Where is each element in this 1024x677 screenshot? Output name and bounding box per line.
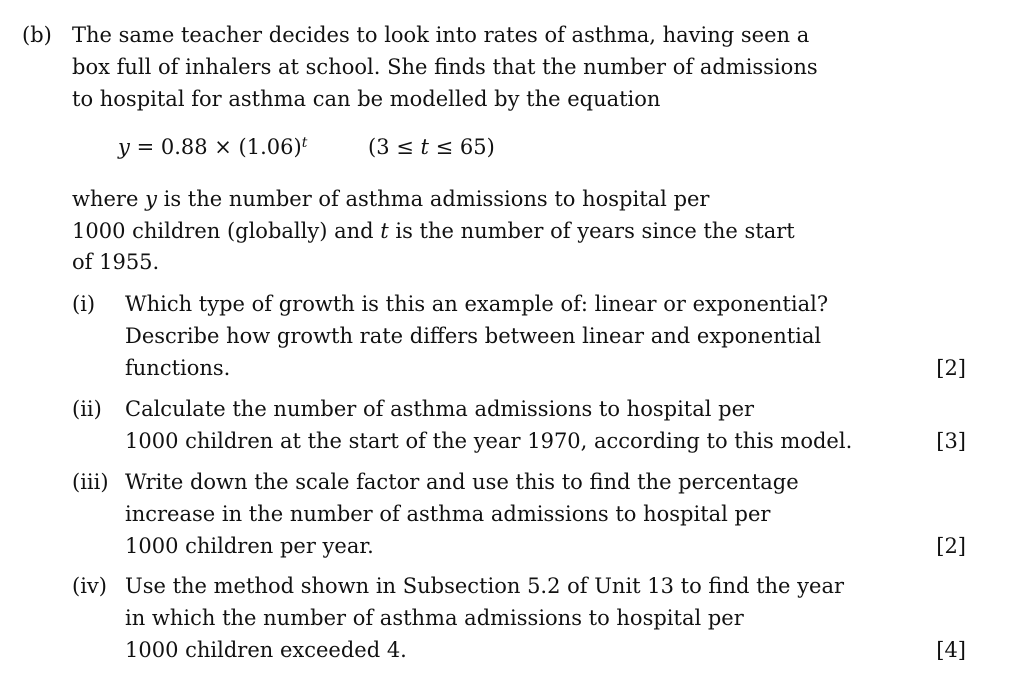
- question-iii-line-3: 1000 children per year.: [125, 534, 374, 558]
- equation-domain: [368, 134, 495, 160]
- where-line-1-post: is the number of asthma admissions to hospital per: [156, 187, 710, 211]
- question-i-marks: [2]: [936, 356, 966, 380]
- question-iv-marks: [4]: [936, 638, 966, 662]
- equation-domain-var: t: [420, 135, 429, 159]
- question-ii-line-1: Calculate the number of asthma admissions to hospital per: [125, 397, 755, 421]
- question-iii-marks: [2]: [936, 534, 966, 558]
- question-iv-line-1: Use the method shown in Subsection 5.2 of Unit 13 to find the year: [125, 574, 845, 598]
- where-line-2-post: is the number of years since the start: [388, 219, 795, 243]
- model-equation: [118, 134, 307, 160]
- question-iv-line-2: in which the number of asthma admissions to hospital per: [125, 606, 744, 630]
- question-iii-line-1: Write down the scale factor and use this to find the percentage: [125, 470, 799, 494]
- question-i-line-1: Which type of growth is this an example of: linear or exponential?: [125, 292, 829, 316]
- equation-exponent: t: [301, 135, 308, 151]
- where-line-3: of 1955.: [72, 250, 160, 274]
- question-i-label: (i): [72, 292, 96, 316]
- equation-rhs: = 0.88 × (1.06): [136, 135, 302, 159]
- question-iii-line-2: increase in the number of asthma admissions to hospital per: [125, 502, 771, 526]
- question-iv-line-3: 1000 children exceeded 4.: [125, 638, 407, 662]
- part-b-label: (b): [22, 23, 52, 47]
- where-line-2-pre: 1000 children (globally) and: [72, 219, 381, 243]
- question-i-line-2: Describe how growth rate differs between linear and exponential: [125, 324, 822, 348]
- intro-line-3: to hospital for asthma can be modelled by the equation: [72, 87, 661, 111]
- where-line-1-pre: where: [72, 187, 146, 211]
- where-line-1-var: y: [145, 187, 157, 211]
- question-ii-line-2: 1000 children at the start of the year 1970, according to this model.: [125, 429, 853, 453]
- question-ii-label: (ii): [72, 397, 102, 421]
- intro-line-2: box full of inhalers at school. She finds that the number of admissions: [72, 55, 818, 79]
- question-i-line-3: functions.: [125, 356, 231, 380]
- equation-domain-close: ≤ 65): [428, 135, 495, 159]
- where-line-1: [72, 186, 709, 212]
- equation-domain-open: (3 ≤: [368, 135, 421, 159]
- where-line-2: [72, 218, 795, 244]
- question-iii-label: (iii): [72, 470, 109, 494]
- intro-line-1: The same teacher decides to look into rates of asthma, having seen a: [72, 23, 810, 47]
- question-ii-marks: [3]: [936, 429, 966, 453]
- question-iv-label: (iv): [72, 574, 107, 598]
- equation-lhs: y: [118, 135, 130, 159]
- where-line-2-var: t: [380, 219, 389, 243]
